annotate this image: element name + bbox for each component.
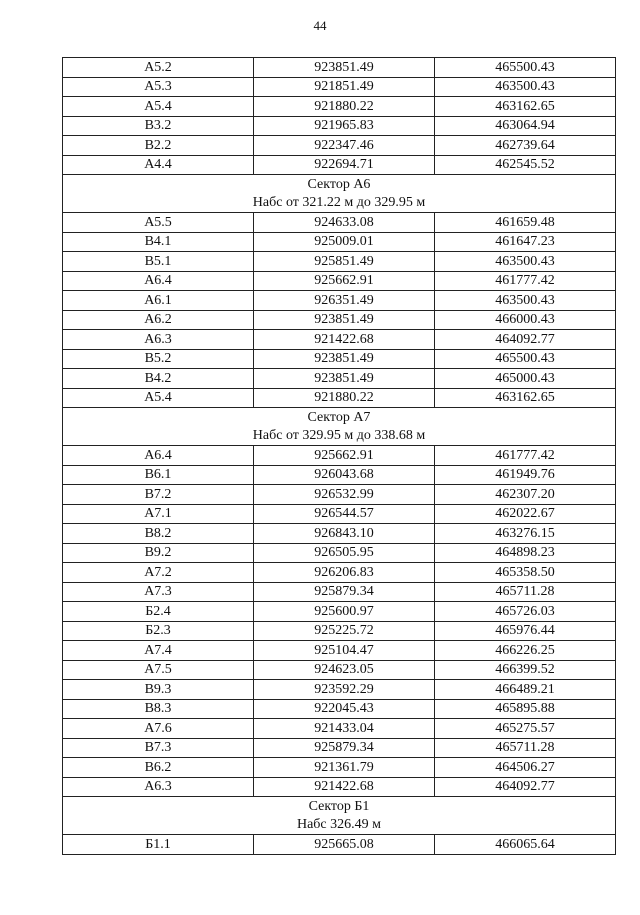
y-coordinate-cell: 463162.65 — [435, 97, 616, 117]
table-row — [63, 349, 616, 369]
point-name-cell: В9.3 — [63, 680, 254, 700]
x-coordinate-cell: 925851.49 — [254, 252, 435, 272]
point-name-cell: А6.4 — [63, 271, 254, 291]
table-row — [63, 738, 616, 758]
x-coordinate-cell: 925662.91 — [254, 446, 435, 466]
point-name-cell: В8.2 — [63, 524, 254, 544]
point-name-cell: В8.3 — [63, 699, 254, 719]
x-coordinate-cell: 921880.22 — [254, 388, 435, 408]
table-row — [63, 719, 616, 739]
table-row — [63, 524, 616, 544]
x-coordinate-cell: 923851.49 — [254, 369, 435, 389]
y-coordinate-cell: 462022.67 — [435, 504, 616, 524]
height-range: Набс от 321.22 м до 329.95 м — [63, 194, 616, 213]
x-coordinate-cell: 926843.10 — [254, 524, 435, 544]
y-coordinate-cell: 463276.15 — [435, 524, 616, 544]
table-row — [63, 680, 616, 700]
y-coordinate-cell: 465895.88 — [435, 699, 616, 719]
table-row — [63, 97, 616, 117]
table-row — [63, 310, 616, 330]
coordinates-table — [62, 57, 616, 855]
table-row — [63, 446, 616, 466]
table-row — [63, 543, 616, 563]
sector-heading-row — [63, 408, 616, 427]
table-row — [63, 213, 616, 233]
y-coordinate-cell: 465711.28 — [435, 582, 616, 602]
point-name-cell: А5.2 — [63, 58, 254, 78]
point-name-cell: В9.2 — [63, 543, 254, 563]
table-row — [63, 330, 616, 350]
x-coordinate-cell: 924633.08 — [254, 213, 435, 233]
height-range: Набс 326.49 м — [63, 816, 616, 835]
y-coordinate-cell: 461777.42 — [435, 446, 616, 466]
point-name-cell: А7.2 — [63, 563, 254, 583]
coordinates-table-body — [63, 58, 616, 855]
height-range-row — [63, 194, 616, 213]
sector-heading-row — [63, 797, 616, 816]
y-coordinate-cell: 466000.43 — [435, 310, 616, 330]
point-name-cell: А6.4 — [63, 446, 254, 466]
x-coordinate-cell: 926351.49 — [254, 291, 435, 311]
x-coordinate-cell: 925879.34 — [254, 738, 435, 758]
table-row — [63, 504, 616, 524]
y-coordinate-cell: 463500.43 — [435, 252, 616, 272]
point-name-cell: А6.2 — [63, 310, 254, 330]
point-name-cell: А5.3 — [63, 77, 254, 97]
y-coordinate-cell: 461647.23 — [435, 232, 616, 252]
x-coordinate-cell: 926043.68 — [254, 465, 435, 485]
table-row — [63, 291, 616, 311]
y-coordinate-cell: 463064.94 — [435, 116, 616, 136]
x-coordinate-cell: 926532.99 — [254, 485, 435, 505]
table-row — [63, 835, 616, 855]
y-coordinate-cell: 466399.52 — [435, 660, 616, 680]
y-coordinate-cell: 463500.43 — [435, 291, 616, 311]
point-name-cell: В4.1 — [63, 232, 254, 252]
page-number: 44 — [313, 18, 327, 33]
x-coordinate-cell: 922347.46 — [254, 136, 435, 156]
y-coordinate-cell: 464092.77 — [435, 330, 616, 350]
point-name-cell: В5.2 — [63, 349, 254, 369]
table-row — [63, 232, 616, 252]
point-name-cell: А7.4 — [63, 641, 254, 661]
x-coordinate-cell: 925104.47 — [254, 641, 435, 661]
table-row — [63, 388, 616, 408]
table-row — [63, 563, 616, 583]
x-coordinate-cell: 921880.22 — [254, 97, 435, 117]
x-coordinate-cell: 923851.49 — [254, 58, 435, 78]
x-coordinate-cell: 925879.34 — [254, 582, 435, 602]
table-row — [63, 582, 616, 602]
y-coordinate-cell: 462307.20 — [435, 485, 616, 505]
y-coordinate-cell: 461949.76 — [435, 465, 616, 485]
table-row — [63, 369, 616, 389]
y-coordinate-cell: 465500.43 — [435, 349, 616, 369]
x-coordinate-cell: 921433.04 — [254, 719, 435, 739]
point-name-cell: Б1.1 — [63, 835, 254, 855]
x-coordinate-cell: 922694.71 — [254, 155, 435, 175]
sector-title: Сектор А7 — [63, 408, 616, 427]
point-name-cell: В2.2 — [63, 136, 254, 156]
point-name-cell: В6.2 — [63, 758, 254, 778]
table-row — [63, 116, 616, 136]
point-name-cell: Б2.3 — [63, 621, 254, 641]
table-row — [63, 777, 616, 797]
y-coordinate-cell: 465358.50 — [435, 563, 616, 583]
y-coordinate-cell: 465500.43 — [435, 58, 616, 78]
table-row — [63, 621, 616, 641]
table-row — [63, 641, 616, 661]
table-row — [63, 660, 616, 680]
x-coordinate-cell: 926206.83 — [254, 563, 435, 583]
x-coordinate-cell: 925600.97 — [254, 602, 435, 622]
point-name-cell: А6.1 — [63, 291, 254, 311]
x-coordinate-cell: 923851.49 — [254, 310, 435, 330]
sector-title: Сектор А6 — [63, 175, 616, 194]
point-name-cell: А7.1 — [63, 504, 254, 524]
x-coordinate-cell: 924623.05 — [254, 660, 435, 680]
y-coordinate-cell: 464898.23 — [435, 543, 616, 563]
y-coordinate-cell: 466226.25 — [435, 641, 616, 661]
y-coordinate-cell: 465711.28 — [435, 738, 616, 758]
x-coordinate-cell: 923592.29 — [254, 680, 435, 700]
point-name-cell: А7.3 — [63, 582, 254, 602]
height-range-row — [63, 427, 616, 446]
table-row — [63, 271, 616, 291]
y-coordinate-cell: 466065.64 — [435, 835, 616, 855]
point-name-cell: В6.1 — [63, 465, 254, 485]
x-coordinate-cell: 921965.83 — [254, 116, 435, 136]
x-coordinate-cell: 925665.08 — [254, 835, 435, 855]
point-name-cell: А5.4 — [63, 388, 254, 408]
point-name-cell: В3.2 — [63, 116, 254, 136]
y-coordinate-cell: 464506.27 — [435, 758, 616, 778]
height-range-row — [63, 816, 616, 835]
point-name-cell: А4.4 — [63, 155, 254, 175]
table-row — [63, 136, 616, 156]
table-row — [63, 465, 616, 485]
x-coordinate-cell: 921361.79 — [254, 758, 435, 778]
table-row — [63, 602, 616, 622]
x-coordinate-cell: 921422.68 — [254, 330, 435, 350]
x-coordinate-cell: 926544.57 — [254, 504, 435, 524]
table-row — [63, 699, 616, 719]
table-row — [63, 77, 616, 97]
point-name-cell: В4.2 — [63, 369, 254, 389]
y-coordinate-cell: 466489.21 — [435, 680, 616, 700]
table-row — [63, 252, 616, 272]
y-coordinate-cell: 462739.64 — [435, 136, 616, 156]
x-coordinate-cell: 926505.95 — [254, 543, 435, 563]
y-coordinate-cell: 464092.77 — [435, 777, 616, 797]
x-coordinate-cell: 922045.43 — [254, 699, 435, 719]
point-name-cell: А6.3 — [63, 777, 254, 797]
y-coordinate-cell: 465726.03 — [435, 602, 616, 622]
point-name-cell: А7.5 — [63, 660, 254, 680]
x-coordinate-cell: 921851.49 — [254, 77, 435, 97]
table-row — [63, 155, 616, 175]
y-coordinate-cell: 461777.42 — [435, 271, 616, 291]
x-coordinate-cell: 925225.72 — [254, 621, 435, 641]
point-name-cell: В7.2 — [63, 485, 254, 505]
x-coordinate-cell: 921422.68 — [254, 777, 435, 797]
point-name-cell: Б2.4 — [63, 602, 254, 622]
y-coordinate-cell: 465000.43 — [435, 369, 616, 389]
sector-title: Сектор Б1 — [63, 797, 616, 816]
table-row — [63, 758, 616, 778]
height-range: Набс от 329.95 м до 338.68 м — [63, 427, 616, 446]
sector-heading-row — [63, 175, 616, 194]
y-coordinate-cell: 462545.52 — [435, 155, 616, 175]
y-coordinate-cell: 465976.44 — [435, 621, 616, 641]
point-name-cell: В5.1 — [63, 252, 254, 272]
y-coordinate-cell: 461659.48 — [435, 213, 616, 233]
x-coordinate-cell: 925009.01 — [254, 232, 435, 252]
point-name-cell: А5.5 — [63, 213, 254, 233]
x-coordinate-cell: 923851.49 — [254, 349, 435, 369]
y-coordinate-cell: 465275.57 — [435, 719, 616, 739]
table-row — [63, 485, 616, 505]
point-name-cell: В7.3 — [63, 738, 254, 758]
point-name-cell: А6.3 — [63, 330, 254, 350]
table-row — [63, 58, 616, 78]
y-coordinate-cell: 463162.65 — [435, 388, 616, 408]
x-coordinate-cell: 925662.91 — [254, 271, 435, 291]
y-coordinate-cell: 463500.43 — [435, 77, 616, 97]
point-name-cell: А7.6 — [63, 719, 254, 739]
point-name-cell: А5.4 — [63, 97, 254, 117]
